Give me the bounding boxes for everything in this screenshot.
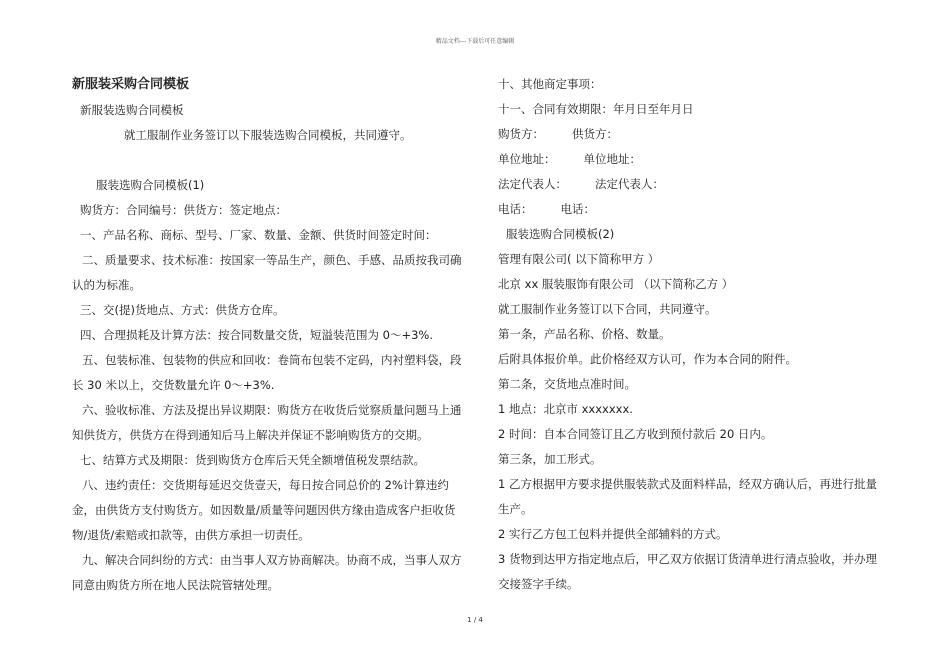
- intro-text: 就工服制作业务签订以下服装选购合同模板，共同遵守。: [124, 128, 412, 142]
- address-label-1: 单位地址：: [498, 152, 556, 166]
- page-number: 1 / 4: [467, 616, 483, 624]
- template2-heading: 服装选购合同模板(2): [506, 227, 615, 241]
- template1-heading: 服装选购合同模板(1): [96, 178, 205, 192]
- clause-5: 五、包装标准、包装物的供应和回收：卷筒布包装不定码，内衬塑料袋，段长 30 米以上，交货数量允许 0～+3%.: [72, 353, 462, 392]
- phone-label-2: 电话：: [560, 202, 595, 216]
- clause-4: 四、合理损耗及计算方法：按合同数量交货，短溢装范围为 0～+3%.: [80, 328, 434, 342]
- document-title: 新服装采购合同模板: [72, 77, 190, 92]
- article-2-location: 1 地点：北京市 xxxxxxx.: [498, 402, 633, 416]
- signature-legal-rep: [498, 172, 888, 197]
- clause-9: 九、解决合同纠纷的方式：由当事人双方协商解决。协商不成，当事人双方同意由购货方所在地人民法院管辖处理。: [72, 553, 462, 592]
- parties-line: 购货方：合同编号：供货方：签定地点：: [80, 203, 287, 217]
- signature-parties: [498, 122, 888, 147]
- clause-7: 七、结算方式及期限：货到购货方仓库后天凭全额增值税发票结款。: [80, 453, 425, 467]
- article-3-item-1: 1 乙方根据甲方要求提供服装款式及面料样品，经双方确认后，再进行批量生产。: [498, 477, 877, 516]
- article-1: 第一条，产品名称、价格、数量。: [498, 327, 671, 341]
- article-1-detail: 后附具体报价单。此价格经双方认可，作为本合同的附件。: [498, 352, 797, 366]
- legal-rep-label-2: 法定代表人：: [595, 177, 664, 191]
- article-2: 第二条，交货地点准时间。: [498, 377, 636, 391]
- clause-3: 三、交(提)货地点、方式：供货方仓库。: [80, 303, 285, 317]
- signature-phone: [498, 197, 888, 222]
- article-2-time: 2 时间：自本合同签订且乙方收到预付款后 20 日内。: [498, 427, 773, 441]
- clause-6: 六、验收标准、方法及提出异议期限：购货方在收货后觉察质量问题马上通知供货方，供货方在得到通知后马上解决并保证不影响购货方的交期。: [72, 403, 462, 442]
- party-a: 管理有限公司( 以下简称甲方 ）: [498, 252, 660, 266]
- spacer: [72, 148, 464, 173]
- article-3-item-2: 2 实行乙方包工包料并提供全部辅料的方式。: [498, 527, 728, 541]
- document-subtitle: 新服装选购合同模板: [80, 103, 184, 117]
- supplier-label: 供货方：: [572, 127, 618, 141]
- address-label-2: 单位地址：: [583, 152, 641, 166]
- buyer-label: 购货方：: [498, 127, 544, 141]
- left-column: [72, 72, 464, 598]
- clause-1: 一、产品名称、商标、型号、厂家、数量、金额、供货时间签定时间：: [80, 228, 437, 242]
- intro-2: 就工服制作业务签订以下合同，共同遵守。: [498, 302, 717, 316]
- party-b: 北京 xx 服装服饰有限公司 （以下简称乙方 ）: [498, 277, 734, 291]
- phone-label-1: 电话：: [498, 202, 533, 216]
- legal-rep-label-1: 法定代表人：: [498, 177, 567, 191]
- signature-address: [498, 147, 888, 172]
- article-3-item-3: 3 货物到达甲方指定地点后，甲乙双方依据订货清单进行清点验收，并办理交接签字手续。: [498, 552, 877, 591]
- clause-11: 十一、合同有效期限：年月日至年月日: [498, 102, 694, 116]
- page-header: 精品文档---下载后可任意编辑: [435, 38, 515, 45]
- clause-10: 十、其他商定事项：: [498, 77, 602, 91]
- clause-2: 二、质量要求、技术标准：按国家一等品生产，颜色、手感、品质按我司确认的为标准。: [72, 253, 462, 292]
- right-column: [498, 72, 888, 597]
- article-3: 第三条，加工形式。: [498, 452, 602, 466]
- clause-8: 八、违约责任：交货期每延迟交货壹天，每日按合同总价的 2%计算违约金，由供货方支付购货方。如因数量/质量等问题因供方缘由造成客户拒收货物/退货/索赔或扣款等，由供方承担一切责任。: [72, 478, 456, 542]
